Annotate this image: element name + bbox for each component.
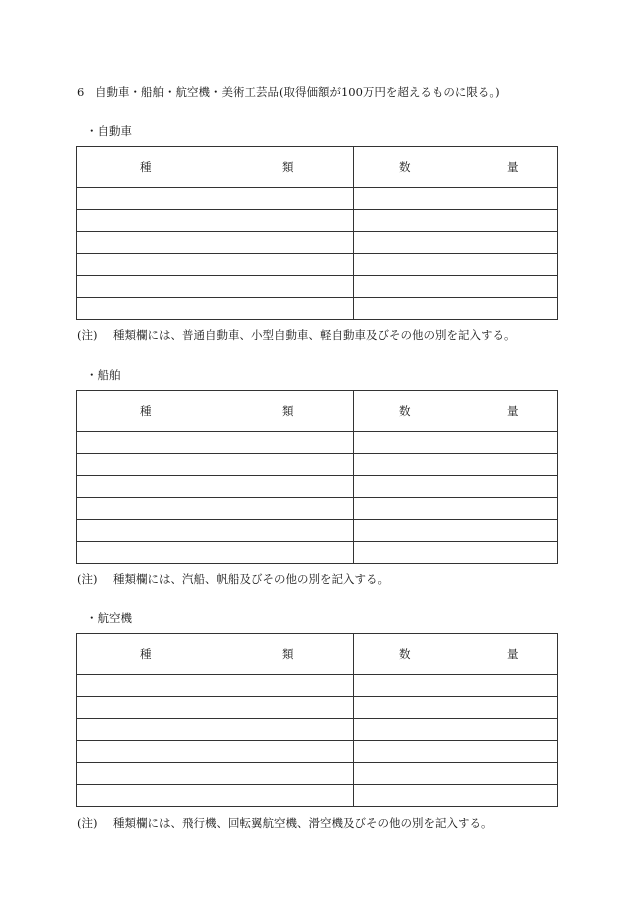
quantity-cell[interactable] bbox=[354, 741, 558, 763]
kind-cell[interactable] bbox=[77, 276, 354, 298]
table-row bbox=[77, 675, 558, 697]
aircraft-note bbox=[77, 815, 493, 831]
table-header-row bbox=[77, 634, 558, 675]
note-text: 種類欄には、汽船、帆船及びその他の別を記入する。 bbox=[113, 572, 389, 586]
table-row bbox=[77, 232, 558, 254]
quantity-cell[interactable] bbox=[354, 476, 558, 498]
quantity-cell[interactable] bbox=[354, 454, 558, 476]
table-row bbox=[77, 298, 558, 320]
table-row bbox=[77, 542, 558, 564]
quantity-column-header: 数 量 bbox=[354, 147, 558, 188]
kind-cell[interactable] bbox=[77, 697, 354, 719]
kind-cell[interactable] bbox=[77, 210, 354, 232]
note-tag: (注) bbox=[77, 816, 98, 830]
kind-cell[interactable] bbox=[77, 432, 354, 454]
quantity-cell[interactable] bbox=[354, 675, 558, 697]
quantity-cell[interactable] bbox=[354, 520, 558, 542]
quantity-cell[interactable] bbox=[354, 432, 558, 454]
quantity-cell[interactable] bbox=[354, 697, 558, 719]
kind-column-header: 種 類 bbox=[77, 634, 354, 675]
quantity-cell[interactable] bbox=[354, 785, 558, 807]
ship-note bbox=[77, 571, 389, 587]
automobile-table bbox=[76, 146, 558, 320]
kind-cell[interactable] bbox=[77, 454, 354, 476]
table-row bbox=[77, 697, 558, 719]
quantity-cell[interactable] bbox=[354, 542, 558, 564]
kind-cell[interactable] bbox=[77, 675, 354, 697]
quantity-cell[interactable] bbox=[354, 210, 558, 232]
automobile-note bbox=[77, 327, 516, 343]
kind-column-header: 種 類 bbox=[77, 147, 354, 188]
kind-cell[interactable] bbox=[77, 232, 354, 254]
quantity-cell[interactable] bbox=[354, 254, 558, 276]
section-heading bbox=[77, 84, 500, 100]
table-row bbox=[77, 454, 558, 476]
table-row bbox=[77, 432, 558, 454]
table-row bbox=[77, 210, 558, 232]
ship-table bbox=[76, 390, 558, 564]
kind-cell[interactable] bbox=[77, 298, 354, 320]
section-number: 6 bbox=[77, 85, 85, 99]
table-row bbox=[77, 763, 558, 785]
note-tag: (注) bbox=[77, 572, 98, 586]
kind-cell[interactable] bbox=[77, 254, 354, 276]
table-row bbox=[77, 476, 558, 498]
automobile-label: ・自動車 bbox=[86, 124, 132, 138]
kind-cell[interactable] bbox=[77, 741, 354, 763]
quantity-cell[interactable] bbox=[354, 188, 558, 210]
aircraft-label: ・航空機 bbox=[86, 611, 132, 625]
table-row bbox=[77, 188, 558, 210]
quantity-column-header: 数 量 bbox=[354, 634, 558, 675]
note-text: 種類欄には、普通自動車、小型自動車、軽自動車及びその他の別を記入する。 bbox=[113, 328, 516, 342]
kind-cell[interactable] bbox=[77, 520, 354, 542]
ship-label: ・船舶 bbox=[86, 368, 121, 382]
table-row bbox=[77, 719, 558, 741]
table-row bbox=[77, 498, 558, 520]
quantity-column-header: 数 量 bbox=[354, 391, 558, 432]
table-header-row bbox=[77, 147, 558, 188]
quantity-cell[interactable] bbox=[354, 276, 558, 298]
table-row bbox=[77, 785, 558, 807]
aircraft-table bbox=[76, 633, 558, 807]
quantity-cell[interactable] bbox=[354, 498, 558, 520]
table-row bbox=[77, 520, 558, 542]
kind-cell[interactable] bbox=[77, 719, 354, 741]
table-row bbox=[77, 276, 558, 298]
kind-cell[interactable] bbox=[77, 188, 354, 210]
kind-cell[interactable] bbox=[77, 476, 354, 498]
kind-cell[interactable] bbox=[77, 542, 354, 564]
quantity-cell[interactable] bbox=[354, 232, 558, 254]
table-row bbox=[77, 254, 558, 276]
kind-column-header: 種 類 bbox=[77, 391, 354, 432]
kind-cell[interactable] bbox=[77, 785, 354, 807]
note-tag: (注) bbox=[77, 328, 98, 342]
quantity-cell[interactable] bbox=[354, 763, 558, 785]
quantity-cell[interactable] bbox=[354, 298, 558, 320]
kind-cell[interactable] bbox=[77, 498, 354, 520]
table-row bbox=[77, 741, 558, 763]
quantity-cell[interactable] bbox=[354, 719, 558, 741]
table-header-row bbox=[77, 391, 558, 432]
kind-cell[interactable] bbox=[77, 763, 354, 785]
note-text: 種類欄には、飛行機、回転翼航空機、滑空機及びその他の別を記入する。 bbox=[113, 816, 493, 830]
section-title: 自動車・船舶・航空機・美術工芸品(取得価額が100万円を超えるものに限る。) bbox=[95, 85, 500, 99]
